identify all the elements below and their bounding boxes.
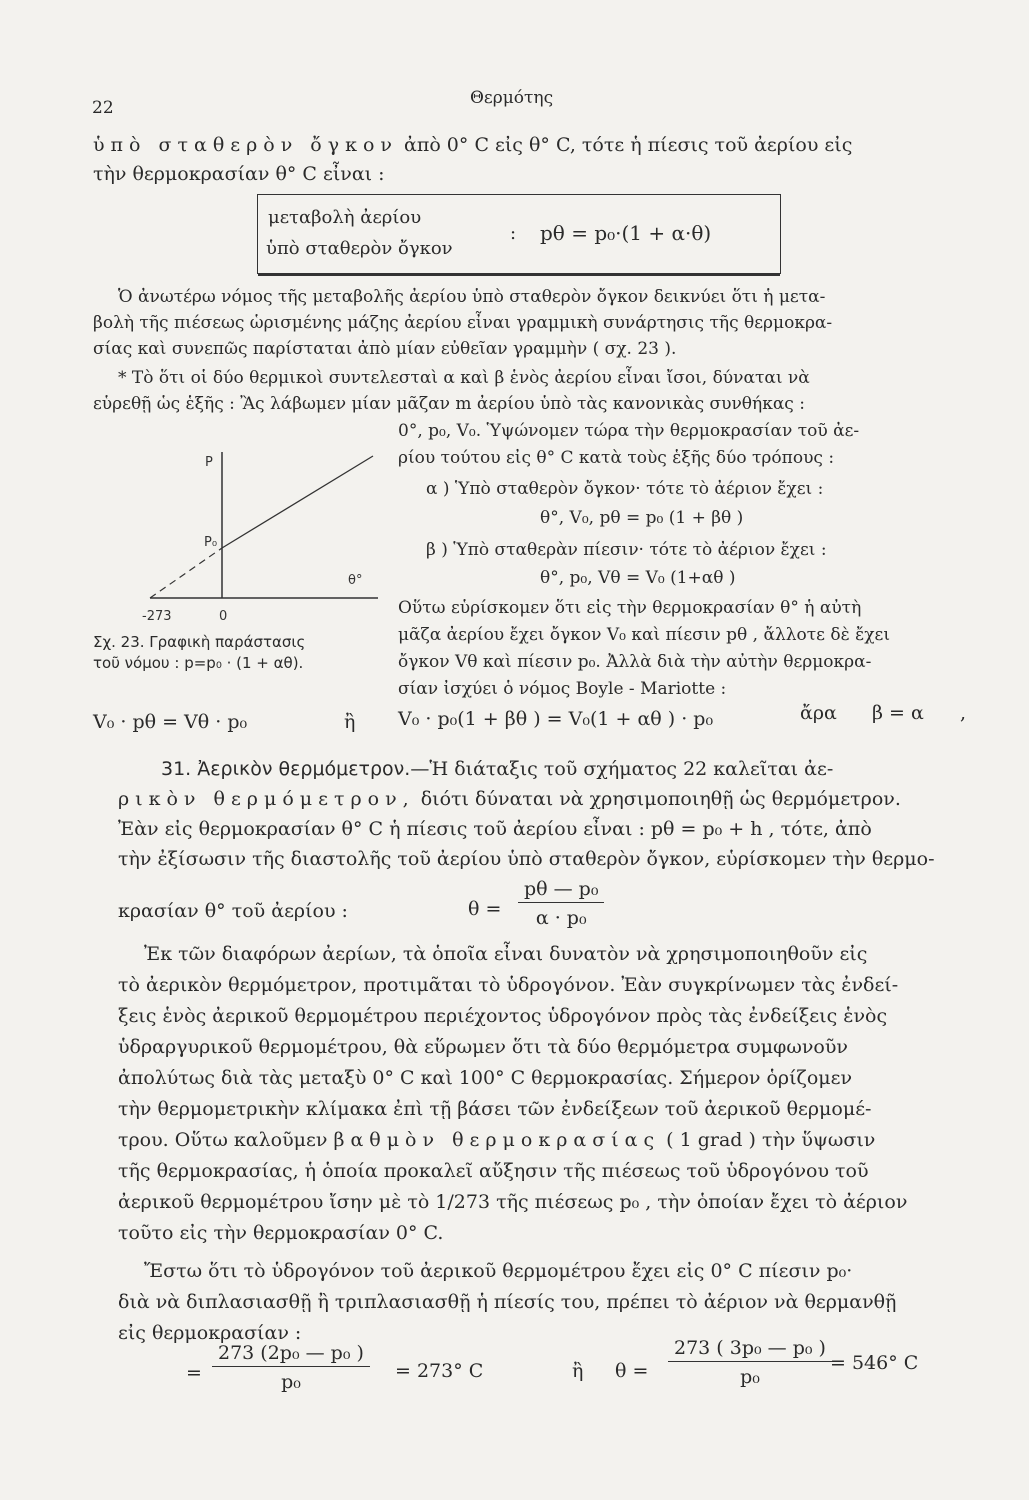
para3-line-8: τῆς θερμοκρασίας, ἡ ὁποία προκαλεῖ αὔξησιν τῆς πιέσεως τοῦ ὑδρογόνου τοῦ bbox=[118, 1160, 869, 1182]
x-tick-minus-273: -273 bbox=[142, 609, 172, 624]
para3-line-7 bbox=[118, 1129, 875, 1151]
section-31-line-1 bbox=[161, 758, 833, 780]
p0-label: P₀ bbox=[204, 535, 218, 550]
para3-line-7-start: τρου. Οὕτω καλοῦμεν bbox=[118, 1129, 328, 1151]
section-31-line-2-rest: διότι δύναται νὰ χρησιμοποιηθῇ ὡς θερμόμετρον. bbox=[420, 788, 901, 810]
figure-caption-line-2: τοῦ νόμου : p=p₀ · (1 + αθ). bbox=[93, 654, 304, 672]
theta-formula-denominator: α · p₀ bbox=[535, 907, 587, 929]
final-or: ἢ bbox=[572, 1360, 584, 1382]
final-denominator-2: p₀ bbox=[740, 1366, 760, 1388]
para3-line-6: τὴν θερμομετρικὴν κλίμακα ἐπὶ τῇ βάσει τῶν ἐνδείξεων τοῦ ἀερικοῦ θερμομέ- bbox=[118, 1098, 872, 1120]
section-31-line-3: Ἐὰν εἰς θερμοκρασίαν θ° C ἡ πίεσις τοῦ ἀερίου εἶναι : pθ = p₀ + h , τότε, ἀπὸ bbox=[118, 818, 872, 840]
page-number: 22 bbox=[92, 98, 114, 118]
right-col-line-8: μᾶζα ἀερίου ἔχει ὄγκον V₀ καὶ πίεσιν pθ , ἄλλοτε δὲ ἔχει bbox=[398, 625, 891, 645]
para3-line-1: Ἐκ τῶν διαφόρων ἀερίων, τὰ ὁποῖα εἶναι δυνατὸν νὰ χρησιμοποιηθοῦν εἰς bbox=[144, 943, 868, 965]
para1-line-3: σίας καὶ συνεπῶς παρίσταται ἀπὸ μίαν εὐθεῖαν γραμμὴν ( σχ. 23 ). bbox=[93, 339, 677, 359]
theta-label: θ° bbox=[348, 573, 363, 588]
figure-caption-line-1: Σχ. 23. Γραφικὴ παράστασις bbox=[93, 633, 306, 651]
boxed-formula: pθ = p₀·(1 + α·θ) bbox=[540, 221, 712, 245]
eq-or: ἢ bbox=[344, 711, 356, 733]
para1-line-1: Ὁ ἀνωτέρω νόμος τῆς μεταβολῆς ἀερίου ὑπὸ σταθερὸν ὄγκον δεικνύει ὅτι ἡ μετα- bbox=[118, 287, 826, 307]
case-a-line: α ) Ὑπὸ σταθερὸν ὄγκον· τότε τὸ ἀέριον ἔχει : bbox=[426, 479, 824, 499]
spaced-term: βαθμὸν θερμοκρασίας bbox=[333, 1129, 661, 1151]
para3-line-2: τὸ ἀερικὸν θερμόμετρον, προτιμᾶται τὸ ὑδρογόνον. Ἐὰν συγκρίνωμεν τὰς ἐνδεί- bbox=[118, 974, 899, 996]
para3-line-5: ἀπολύτως διὰ τὰς μεταξὺ 0° C καὶ 100° C θερμοκρασίας. Σήμερον ὁρίζομεν bbox=[118, 1067, 853, 1089]
para3-line-7-end: ( 1 grad ) τὴν ὕψωσιν bbox=[666, 1129, 876, 1151]
running-header: Θερμότης bbox=[470, 88, 554, 108]
theta-formula-fraction bbox=[518, 878, 604, 929]
boxed-colon: : bbox=[510, 223, 517, 244]
para4-line-3: εἰς θερμοκρασίαν : bbox=[118, 1322, 302, 1344]
final-numerator-2: 273 ( 3p₀ — p₀ ) bbox=[668, 1337, 832, 1362]
boxed-label-line-2: ὑπὸ σταθερὸν ὄγκον bbox=[266, 238, 453, 259]
right-col-line-10: σίαν ἰσχύει ὁ νόμος Boyle - Mariotte : bbox=[398, 679, 727, 699]
section-31-line-4: τὴν ἐξίσωσιν τῆς διαστολῆς τοῦ ἀερίου ὑπὸ σταθερὸν ὄγκον, εὑρίσκομεν τὴν θερμο- bbox=[118, 848, 935, 870]
boxed-label-line-1: μεταβολὴ ἀερίου bbox=[268, 207, 422, 228]
intro-line-2: τὴν θερμοκρασίαν θ° C εἶναι : bbox=[93, 163, 385, 185]
spaced-term: ρικὸν θερμόμετρον, bbox=[118, 788, 415, 810]
right-col-line-2: ρίου τούτου εἰς θ° C κατὰ τοὺς ἑξῆς δύο τρόπους : bbox=[398, 448, 835, 468]
eq-ara: ἄρα bbox=[800, 702, 837, 724]
spaced-term: ὑπὸ σταθερὸν ὄγκον bbox=[93, 134, 398, 156]
case-a-values: θ°, V₀, pθ = p₀ (1 + βθ ) bbox=[540, 508, 744, 528]
section-31-line-1-rest: —Ἡ διάταξις τοῦ σχήματος 22 καλεῖται ἀε- bbox=[410, 758, 834, 780]
eq-comma: , bbox=[960, 702, 967, 724]
section-31-line-5: κρασίαν θ° τοῦ ἀερίου : bbox=[118, 900, 348, 922]
y-axis-label: P bbox=[205, 455, 213, 470]
para4-line-1: Ἔστω ὅτι τὸ ὑδρογόνον τοῦ ἀερικοῦ θερμομέτρου ἔχει εἰς 0° C πίεσιν p₀· bbox=[144, 1260, 853, 1282]
right-col-line-1: 0°, p₀, V₀. Ὑψώνομεν τώρα τὴν θερμοκρασίαν τοῦ ἀε- bbox=[398, 421, 860, 441]
para3-line-4: ὑδραργυρικοῦ θερμομέτρου, θὰ εὕρωμεν ὅτι τὰ δύο θερμόμετρα συμφωνοῦν bbox=[118, 1036, 848, 1058]
para2-line-2: εὑρεθῇ ὡς ἑξῆς : Ἂς λάβωμεν μίαν μᾶζαν m ἀερίου ὑπὸ τὰς κανονικὰς συνθήκας : bbox=[93, 394, 805, 414]
para3-line-9: ἀερικοῦ θερμομέτρου ἴσην μὲ τὸ 1/273 τῆς πιέσεως p₀ , τὴν ὁποίαν ἔχει τὸ ἀέριον bbox=[118, 1191, 908, 1213]
final-result-1: = 273° C bbox=[395, 1360, 484, 1382]
case-b-line: β ) Ὑπὸ σταθερὰν πίεσιν· τότε τὸ ἀέριον ἔχει : bbox=[426, 540, 827, 560]
case-b-values: θ°, p₀, Vθ = V₀ (1+αθ ) bbox=[540, 568, 736, 588]
theta-formula-numerator: pθ — p₀ bbox=[518, 878, 604, 903]
eq-middle: V₀ · p₀(1 + βθ ) = V₀(1 + αθ ) · p₀ bbox=[398, 708, 714, 730]
para4-line-2: διὰ νὰ διπλασιασθῇ ἢ τριπλασιασθῇ ἡ πίεσίς του, πρέπει τὸ ἀέριον νὰ θερμανθῇ bbox=[118, 1291, 897, 1313]
final-lead-2: θ = bbox=[615, 1360, 649, 1382]
para3-line-10: τοῦτο εἰς τὴν θερμοκρασίαν 0° C. bbox=[118, 1222, 444, 1244]
eq-left: V₀ · pθ = Vθ · p₀ bbox=[93, 711, 248, 733]
theta-formula-lhs: θ = bbox=[468, 898, 502, 920]
section-title: Ἀερικὸν θερμόμετρον. bbox=[197, 758, 411, 780]
section-31-line-2 bbox=[118, 788, 901, 810]
right-col-line-7: Οὕτω εὑρίσκομεν ὅτι εἰς τὴν θερμοκρασίαν θ° ἡ αὐτὴ bbox=[398, 598, 862, 618]
final-result-2: = 546° C bbox=[830, 1352, 919, 1374]
final-numerator-1: 273 (2p₀ — p₀ ) bbox=[212, 1342, 370, 1367]
section-number: 31. bbox=[161, 758, 192, 780]
extrapolated-line bbox=[150, 548, 222, 598]
final-fraction-2 bbox=[668, 1337, 832, 1388]
x-tick-zero: 0 bbox=[219, 609, 228, 624]
eq-result: β = α bbox=[872, 702, 924, 724]
para3-line-3: ξεις ἑνὸς ἀερικοῦ θερμομέτρου περιέχοντος ὑδρογόνον πρὸς τὰς ἐνδείξεις ἑνὸς bbox=[118, 1005, 888, 1027]
final-fraction-1 bbox=[212, 1342, 370, 1393]
para2-line-1: * Τὸ ὅτι οἱ δύο θερμικοὶ συντελεσταὶ α καὶ β ἑνὸς ἀερίου εἶναι ἴσοι, δύναται νὰ bbox=[118, 368, 810, 388]
para1-line-2: βολὴ τῆς πιέσεως ὡρισμένης μάζης ἀερίου εἶναι γραμμικὴ συνάρτησις τῆς θερμοκρα- bbox=[93, 313, 833, 333]
right-col-line-9: ὄγκον Vθ καὶ πίεσιν p₀. Ἀλλὰ διὰ τὴν αὐτὴν θερμοκρα- bbox=[398, 652, 872, 672]
law-line bbox=[222, 456, 373, 548]
final-denominator-1: p₀ bbox=[281, 1371, 301, 1393]
final-lead-equals: = bbox=[186, 1362, 202, 1384]
intro-line-1-rest: ἀπὸ 0° C εἰς θ° C, τότε ἡ πίεσις τοῦ ἀερίου εἰς bbox=[404, 134, 853, 156]
